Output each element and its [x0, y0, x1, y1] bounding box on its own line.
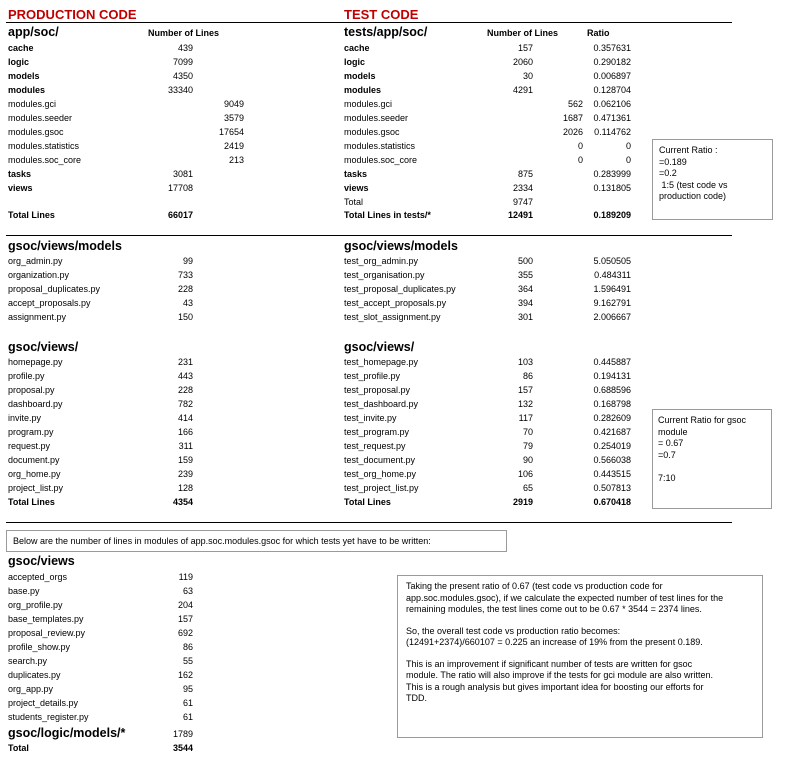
test-row-ratio: 0.006897 — [593, 71, 631, 81]
test-row-ratio: 0.357631 — [593, 43, 631, 53]
test-row-name: Total — [344, 197, 364, 207]
test-section-heading: tests/app/soc/ — [344, 25, 428, 39]
test-views-heading: gsoc/views/ — [344, 340, 415, 354]
test-view-lines: 157 — [517, 385, 533, 395]
test-row-lines: 157 — [517, 43, 533, 53]
test-row-lines: 4291 — [512, 85, 533, 95]
test-model-file: test_slot_assignment.py — [344, 312, 441, 322]
prod-view-file: dashboard.py — [8, 399, 63, 409]
untested-lines: 63 — [182, 586, 193, 596]
test-view-lines: 132 — [517, 399, 533, 409]
test-row-name: logic — [344, 57, 366, 67]
untested-lines: 86 — [182, 642, 193, 652]
test-total-ratio: 0.189209 — [593, 210, 631, 220]
prod-view-file: invite.py — [8, 413, 42, 423]
prod-model-file: assignment.py — [8, 312, 67, 322]
test-row-ratio: 0.114762 — [594, 127, 631, 137]
prod-view-lines: 231 — [177, 357, 193, 367]
current-ratio-line: Current Ratio : — [659, 145, 718, 155]
test-views-total-value: 2919 — [512, 497, 533, 507]
current-ratio-box — [652, 139, 773, 220]
prod-row-lines: 7099 — [172, 57, 193, 67]
prod-row-name: modules.statistics — [8, 141, 80, 151]
untested-file: org_app.py — [8, 684, 54, 694]
prod-model-file: org_admin.py — [8, 256, 63, 266]
prod-row-name: modules.gci — [8, 99, 57, 109]
gsoc-ratio-line: Current Ratio for gsoc — [658, 415, 747, 425]
untested-total-value: 3544 — [172, 743, 193, 753]
test-row-lines: 2060 — [512, 57, 533, 67]
prod-row-sublines: 3579 — [223, 113, 244, 123]
prod-row-name: cache — [8, 43, 34, 53]
col-header-num-lines: Number of Lines — [148, 28, 220, 38]
gsoc-ratio-line: module — [658, 426, 688, 437]
prod-view-lines: 159 — [177, 455, 193, 465]
prod-view-file: project_list.py — [8, 483, 64, 493]
untested-file: duplicates.py — [8, 670, 61, 680]
test-view-ratio: 0.443515 — [593, 469, 631, 479]
untested-lines: 157 — [177, 614, 193, 624]
prod-views-heading: gsoc/views/ — [8, 340, 79, 354]
test-model-ratio: 0.484311 — [594, 270, 631, 280]
section-divider-2 — [6, 522, 732, 523]
prod-row-lines: 33340 — [167, 85, 193, 95]
prod-row-name: logic — [8, 57, 30, 67]
test-model-lines: 364 — [517, 284, 533, 294]
untested-note-text: Below are the number of lines in modules of app.soc.modules.gsoc for which tests yet have to be written: — [13, 536, 431, 546]
test-views-total-ratio: 0.670418 — [593, 497, 631, 507]
prod-row-sublines: 213 — [228, 155, 244, 165]
untested-lines: 692 — [177, 628, 193, 638]
test-row-sublines: 1687 — [562, 113, 583, 123]
prod-view-file: profile.py — [8, 371, 45, 381]
test-row-lines: 2334 — [512, 183, 533, 193]
test-view-file: test_profile.py — [344, 371, 401, 381]
prod-row-name: modules.seeder — [8, 113, 73, 123]
test-row-name: modules.soc_core — [344, 155, 418, 165]
test-view-lines: 79 — [522, 441, 533, 451]
untested-lines: 204 — [177, 600, 193, 610]
prod-view-lines: 128 — [177, 483, 193, 493]
prod-model-lines: 150 — [177, 312, 193, 322]
prod-total-label: Total Lines — [8, 210, 55, 220]
test-view-ratio: 0.282609 — [593, 413, 631, 423]
untested-file: accepted_orgs — [8, 572, 68, 582]
prod-model-file: proposal_duplicates.py — [8, 284, 101, 294]
test-view-lines: 90 — [522, 455, 533, 465]
prod-row-name: modules.soc_core — [8, 155, 82, 165]
test-row-ratio: 0.131805 — [593, 183, 631, 193]
gsoc-ratio-line: 7:10 — [658, 472, 676, 483]
prod-row-name: views — [8, 183, 33, 193]
test-model-file: test_accept_proposals.py — [344, 298, 447, 308]
prod-row-sublines: 17654 — [218, 127, 244, 137]
test-view-ratio: 0.507813 — [593, 483, 631, 493]
test-view-file: test_homepage.py — [344, 357, 419, 367]
test-view-ratio: 0.566038 — [593, 455, 631, 465]
test-row-ratio: 0 — [625, 155, 631, 165]
untested-file: base_templates.py — [8, 614, 84, 624]
test-row-sublines: 2026 — [562, 127, 583, 137]
prod-view-file: program.py — [8, 427, 54, 437]
current-ratio-line: production code) — [659, 191, 727, 201]
test-row-name: modules — [344, 85, 382, 95]
gsoc-ratio-line — [658, 461, 766, 473]
prod-model-lines: 733 — [177, 270, 193, 280]
analysis-paragraph-3: This is an improvement if significant number of tests are written for gsoc module. The ratio will also improve if the tests for gci module are also written. This is a rough analysis but gives important idea for boosting our efforts for TDD. — [406, 658, 713, 703]
prod-view-lines: 414 — [177, 413, 193, 423]
test-model-lines: 301 — [517, 312, 533, 322]
prod-row-name: tasks — [8, 169, 32, 179]
test-view-file: test_project_list.py — [344, 483, 419, 493]
test-view-lines: 103 — [517, 357, 533, 367]
test-view-lines: 65 — [522, 483, 533, 493]
prod-views-total-value: 4354 — [172, 497, 193, 507]
test-view-file: test_program.py — [344, 427, 410, 437]
test-view-ratio: 0.421687 — [593, 427, 631, 437]
prod-view-lines: 239 — [177, 469, 193, 479]
untested-logic-lines: 1789 — [172, 729, 193, 739]
test-model-lines: 355 — [517, 270, 533, 280]
test-views-total-label: Total Lines — [344, 497, 391, 507]
prod-view-file: proposal.py — [8, 385, 55, 395]
untested-file: base.py — [8, 586, 40, 596]
prod-model-lines: 43 — [182, 298, 193, 308]
test-view-ratio: 0.445887 — [593, 357, 631, 367]
test-model-file: test_org_admin.py — [344, 256, 419, 266]
prod-view-file: org_home.py — [8, 469, 61, 479]
analysis-box — [397, 575, 763, 738]
prod-total-value: 66017 — [167, 210, 193, 220]
untested-note-banner — [6, 530, 507, 552]
prod-model-lines: 228 — [177, 284, 193, 294]
untested-lines: 61 — [182, 712, 193, 722]
test-view-file: test_org_home.py — [344, 469, 417, 479]
col-header-num-lines: Number of Lines — [487, 28, 559, 38]
test-view-file: test_request.py — [344, 441, 406, 451]
untested-file: project_details.py — [8, 698, 79, 708]
gsoc-ratio-line: = 0.67 — [658, 438, 684, 448]
prod-view-file: document.py — [8, 455, 60, 465]
untested-lines: 61 — [182, 698, 193, 708]
test-view-ratio: 0.688596 — [593, 385, 631, 395]
test-row-lines: 875 — [517, 169, 533, 179]
top-divider — [6, 22, 732, 23]
test-view-file: test_dashboard.py — [344, 399, 419, 409]
prod-row-lines: 439 — [177, 43, 193, 53]
untested-file: search.py — [8, 656, 48, 666]
prod-view-file: homepage.py — [8, 357, 63, 367]
prod-row-sublines: 9049 — [223, 99, 244, 109]
untested-lines: 162 — [177, 670, 193, 680]
test-row-sublines: 0 — [577, 141, 583, 151]
prod-row-name: modules — [8, 85, 46, 95]
untested-file: proposal_review.py — [8, 628, 86, 638]
prod-model-file: organization.py — [8, 270, 70, 280]
test-row-ratio: 0 — [625, 141, 631, 151]
test-model-file: test_organisation.py — [344, 270, 425, 280]
test-row-lines: 30 — [522, 71, 533, 81]
test-view-file: test_invite.py — [344, 413, 397, 423]
test-row-name: cache — [344, 43, 370, 53]
prod-models-heading: gsoc/views/models — [8, 239, 122, 253]
analysis-paragraph-1: Taking the present ratio of 0.67 (test code vs production code for app.soc.modules.gsoc), if we calculate the expected number of test lines for the remaining modules, the test lines come out to be 0.67 * 3544 = 2374 lines. — [406, 581, 724, 614]
test-row-ratio: 0.471361 — [593, 113, 631, 123]
untested-lines: 95 — [182, 684, 193, 694]
col-header-ratio: Ratio — [587, 28, 610, 38]
test-model-lines: 500 — [517, 256, 533, 266]
analysis-paragraph-2: So, the overall test code vs production ratio becomes: (12491+2374)/660107 = 0.225 an increase of 19% from the present 0.189. — [406, 625, 703, 647]
test-row-sublines: 0 — [577, 155, 583, 165]
prod-section-heading: app/soc/ — [8, 25, 59, 39]
current-ratio-line: =0.189 — [659, 156, 687, 167]
prod-view-lines: 443 — [177, 371, 193, 381]
test-row-name: models — [344, 71, 376, 81]
test-model-ratio: 9.162791 — [593, 298, 631, 308]
untested-views-heading: gsoc/views — [8, 554, 75, 568]
prod-view-lines: 311 — [178, 441, 193, 451]
test-row-name: modules.seeder — [344, 113, 409, 123]
prod-row-lines: 3081 — [172, 169, 193, 179]
prod-view-lines: 166 — [177, 427, 193, 437]
prod-model-lines: 99 — [182, 256, 193, 266]
test-row-lines: 9747 — [512, 197, 533, 207]
test-row-ratio: 0.128704 — [593, 85, 631, 95]
prod-row-lines: 4350 — [172, 71, 193, 81]
test-view-lines: 117 — [518, 413, 533, 423]
test-model-ratio: 1.596491 — [593, 284, 631, 294]
test-row-ratio: 0.283999 — [593, 169, 631, 179]
gsoc-ratio-box — [652, 409, 772, 509]
test-view-ratio: 0.254019 — [593, 441, 631, 451]
untested-file: org_profile.py — [8, 600, 63, 610]
prod-view-lines: 228 — [177, 385, 193, 395]
test-row-name: modules.gci — [344, 99, 393, 109]
current-ratio-line: =0.2 — [659, 168, 677, 178]
test-total-label: Total Lines in tests/* — [344, 210, 431, 220]
prod-views-total-label: Total Lines — [8, 497, 55, 507]
section-divider-1 — [6, 235, 732, 236]
untested-file: students_register.py — [8, 712, 89, 722]
test-row-ratio: 0.062106 — [593, 99, 631, 109]
test-view-lines: 106 — [517, 469, 533, 479]
test-total-value: 12491 — [507, 210, 533, 220]
test-row-name: modules.statistics — [344, 141, 416, 151]
test-view-file: test_document.py — [344, 455, 416, 465]
test-model-ratio: 2.006667 — [593, 312, 631, 322]
prod-row-name: modules.gsoc — [8, 127, 64, 137]
test-view-ratio: 0.194131 — [593, 371, 631, 381]
prod-view-lines: 782 — [177, 399, 193, 409]
test-model-ratio: 5.050505 — [593, 256, 631, 266]
prod-view-file: request.py — [8, 441, 51, 451]
untested-file: profile_show.py — [8, 642, 71, 652]
test-row-name: tasks — [344, 169, 368, 179]
test-model-file: test_proposal_duplicates.py — [344, 284, 456, 294]
test-view-file: test_proposal.py — [344, 385, 411, 395]
test-row-name: views — [344, 183, 369, 193]
test-code-title: TEST CODE — [344, 7, 419, 22]
test-row-ratio: 0.290182 — [593, 57, 631, 67]
untested-total-label: Total — [8, 743, 29, 753]
test-view-ratio: 0.168798 — [593, 399, 631, 409]
untested-lines: 119 — [178, 572, 193, 582]
test-row-sublines: 562 — [567, 99, 583, 109]
current-ratio-line: 1:5 (test code vs — [659, 179, 728, 190]
test-model-lines: 394 — [517, 298, 533, 308]
prod-row-name: models — [8, 71, 40, 81]
gsoc-ratio-line: =0.7 — [658, 449, 676, 460]
prod-model-file: accept_proposals.py — [8, 298, 91, 308]
test-models-heading: gsoc/views/models — [344, 239, 458, 253]
test-view-lines: 70 — [522, 427, 533, 437]
prod-row-sublines: 2419 — [223, 141, 244, 151]
untested-logic-heading: gsoc/logic/models/* — [8, 726, 126, 740]
untested-lines: 55 — [182, 656, 193, 666]
test-view-lines: 86 — [522, 371, 533, 381]
test-row-name: modules.gsoc — [344, 127, 400, 137]
production-code-title: PRODUCTION CODE — [8, 7, 137, 22]
prod-row-lines: 17708 — [167, 183, 193, 193]
